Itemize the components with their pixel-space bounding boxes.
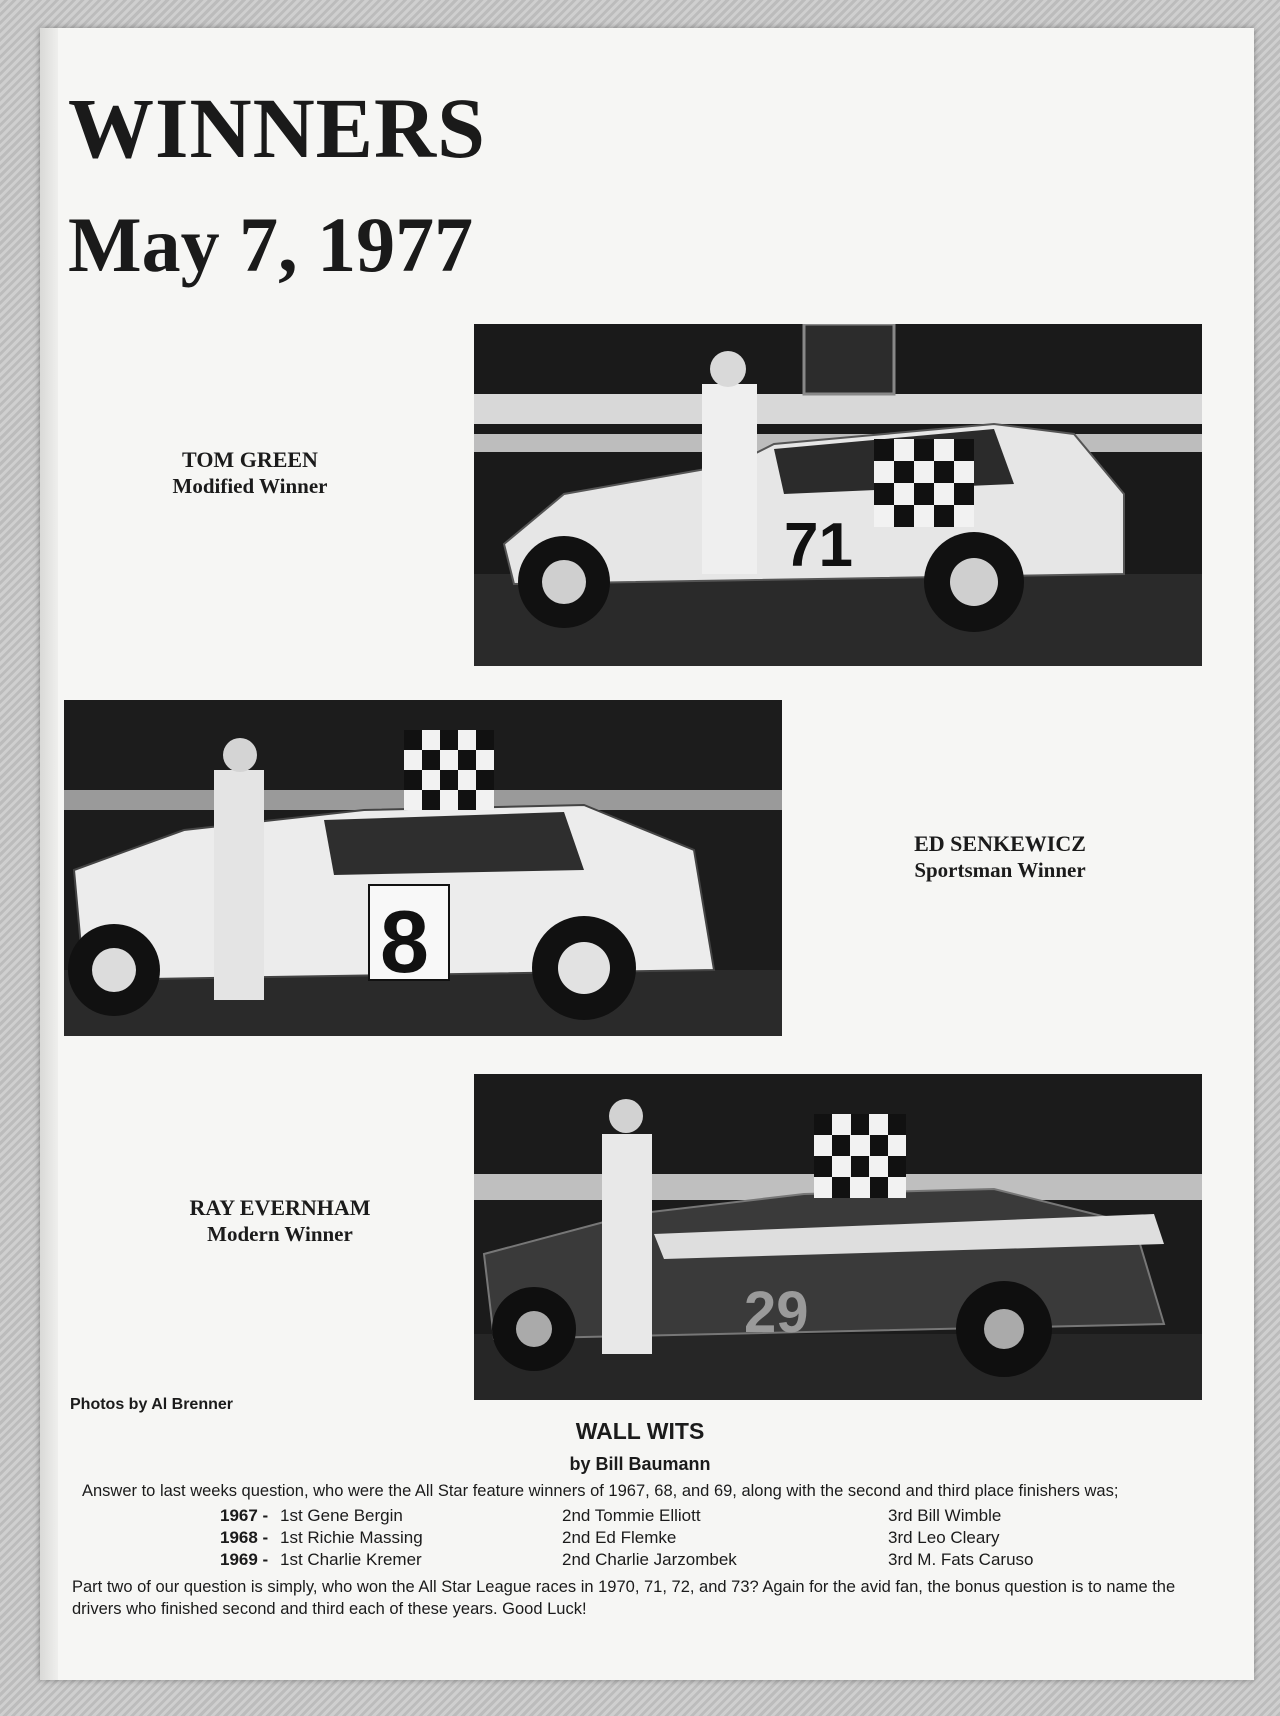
car-number-29: 29 (744, 1280, 809, 1345)
result-second: 2nd Tommie Elliott (562, 1506, 701, 1525)
result-first: 1st Charlie Kremer (280, 1550, 422, 1569)
result-first: 1st Richie Massing (280, 1528, 423, 1547)
photo-ray-evernham (474, 1074, 1202, 1400)
wall-wits-byline: by Bill Baumann (569, 1454, 711, 1474)
winner-name: ED SENKEWICZ (914, 831, 1086, 856)
result-third: 3rd Bill Wimble (888, 1506, 1002, 1525)
car-number-8: 8 (380, 892, 429, 991)
photo-tom-green (474, 324, 1202, 666)
result-third: 3rd Leo Cleary (888, 1528, 1000, 1547)
winner-name: TOM GREEN (182, 447, 318, 472)
page-title: WINNERS (68, 80, 486, 176)
result-year: 1969 - (220, 1550, 269, 1569)
wall-wits-title: WALL WITS (575, 1418, 705, 1444)
caption-ray-evernham (160, 1194, 400, 1248)
result-first: 1st Gene Bergin (280, 1506, 403, 1525)
result-second: 2nd Ed Flemke (562, 1528, 677, 1547)
result-second: 2nd Charlie Jarzombek (562, 1550, 737, 1569)
result-year: 1968 - (220, 1528, 269, 1547)
winner-name: RAY EVERNHAM (189, 1195, 371, 1220)
wall-wits-intro: Answer to last weeks question, who were the All Star feature winners of 1967, 68, and 69, along with the second and third place finishers was; (82, 1482, 1119, 1500)
caption-ed-senkewicz (870, 830, 1130, 884)
photo-credit: Photos by Al Brenner (70, 1396, 233, 1413)
car-number-71: 71 (784, 511, 853, 580)
caption-tom-green (150, 446, 350, 500)
race-date: May 7, 1977 (68, 201, 474, 288)
wall-wits-closing: Part two of our question is simply, who won the All Star League races in 1970, 71, 72, and 73? Again for the avid fan, the bonus question is to name the drivers who finished second and third each of these years. Good Luck! (72, 1578, 1176, 1618)
winner-class: Modern Winner (207, 1222, 353, 1246)
result-year: 1967 - (220, 1506, 269, 1525)
result-third: 3rd M. Fats Caruso (888, 1550, 1034, 1569)
photo-ed-senkewicz (64, 700, 782, 1036)
winner-class: Sportsman Winner (914, 858, 1086, 882)
winner-class: Modified Winner (172, 474, 328, 498)
